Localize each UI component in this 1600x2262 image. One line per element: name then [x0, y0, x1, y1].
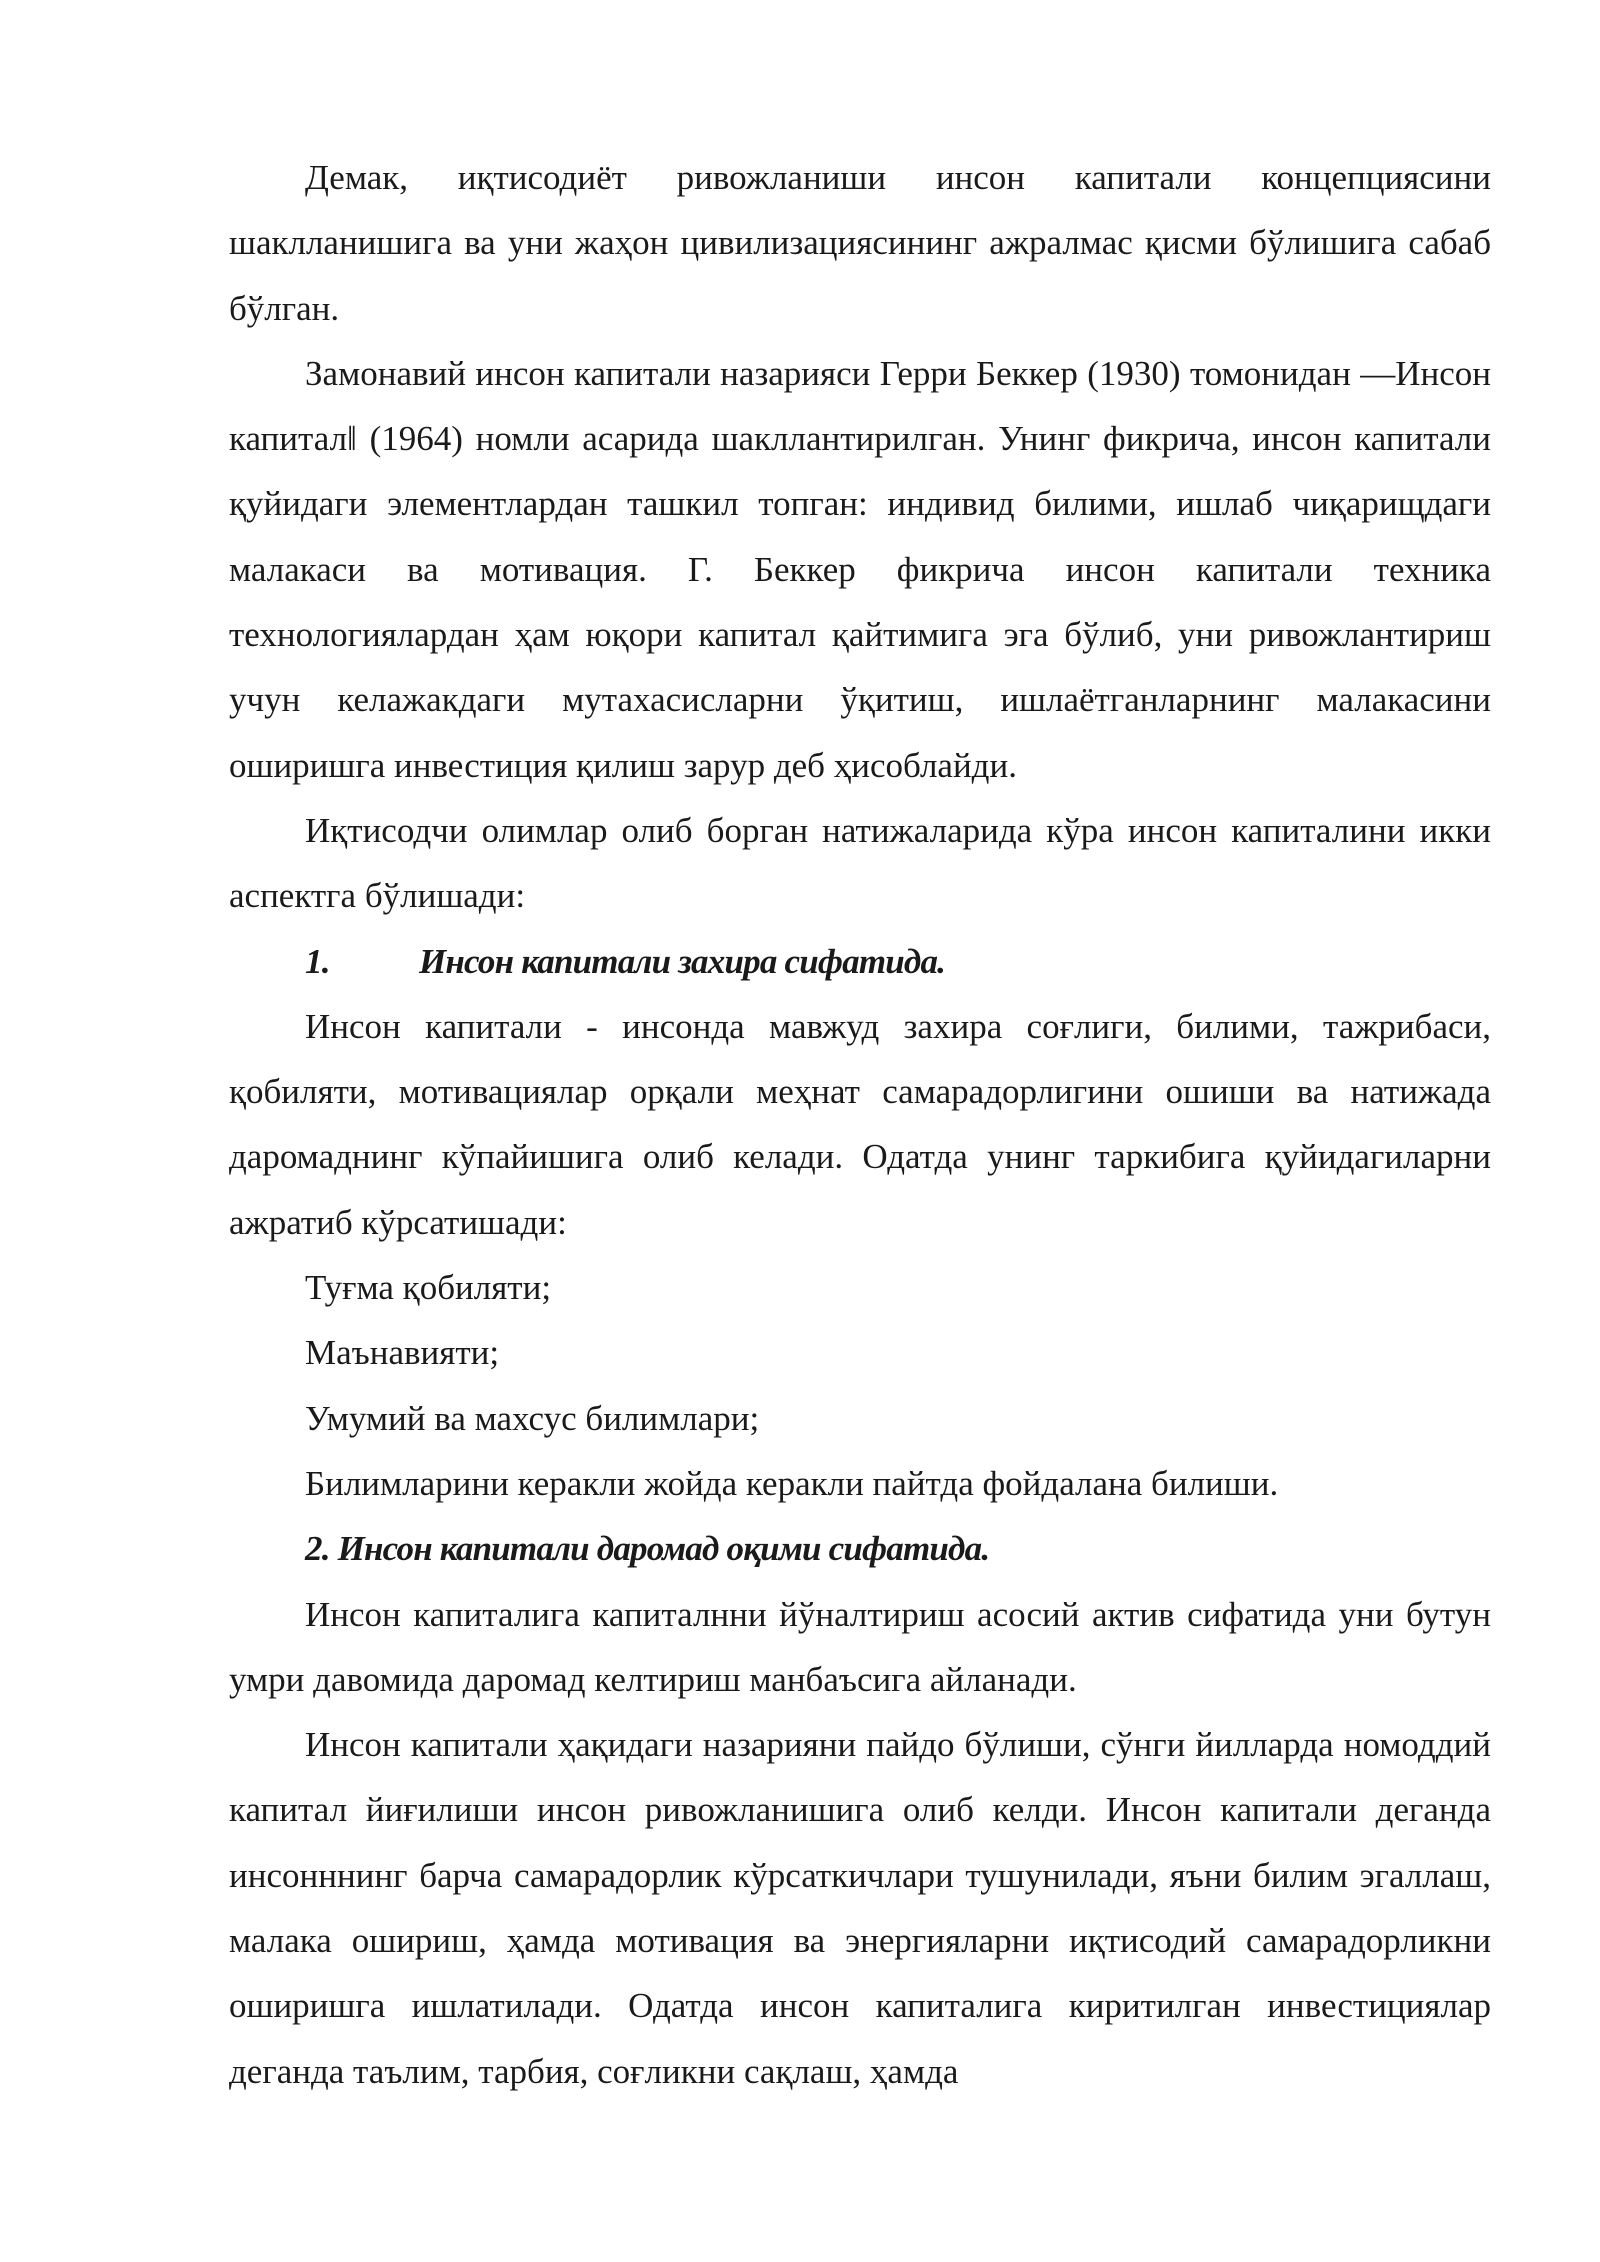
paragraph-1: Демак, иқтисодиёт ривожланиши инсон капитали концепциясини шаклланишига ва уни жаҳон цивилизациясининг ажралмас қисми бўлишига сабаб бўлган.	[229, 158, 1491, 328]
list-item: Билимларини керакли жойда керакли пайтда фойдалана билиши.	[305, 1463, 1279, 1503]
list-item: Маънавияти;	[305, 1333, 500, 1373]
section-heading-1	[229, 929, 1491, 994]
list-item: Умумий ва махсус билимлари;	[305, 1398, 760, 1438]
paragraph-3: Иқтисодчи олимлар олиб борган натижаларида кўра инсон капиталини икки аспектга бўлишади:	[229, 810, 1491, 916]
section-heading-1-text: Инсон капитали захира сифатида.	[419, 941, 946, 981]
document-body	[229, 145, 1491, 2104]
list-item: Туғма қобиляти;	[305, 1268, 552, 1308]
paragraph-4: Инсон капитали - инсонда мавжуд захира соғлиги, билими, тажрибаси, қобиляти, мотивациялар орқали меҳнат самарадорлигини ошиши ва натижада даромаднинг кўпайишига олиб келади. Одатда унинг таркибига қуйидагиларни ажратиб кўрсатишади:	[229, 1006, 1491, 1242]
paragraph-6: Инсон капитали ҳақидаги назарияни пайдо бўлиши, сўнги йилларда номоддий капитал йиғилиши инсон ривожланишига олиб келди. Инсон капитали деганда инсонннинг барча самарадорлик кўрсаткичлари тушунилади, яъни билим эгаллаш, малака ошириш, ҳамда мотивация ва энергияларни иқтисодий самарадорликни оширишга ишлатилади. Одатда инсон капиталига киритилган инвестициялар деганда таълим, тарбия, соғликни сақлаш, ҳамда	[229, 1725, 1491, 2091]
section-heading-1-number: 1.	[305, 941, 330, 981]
paragraph-2: Замонавий инсон капитали назарияси Герри Беккер (1930) томонидан ―Инсон капитал‖ (1964) номли асарида шакллантирилган. Унинг фикрича, инсон капитали қуйидаги элементлардан ташкил топган: индивид билими, ишлаб чиқарищдаги малакаси ва мотивация. Г. Беккер фикрича инсон капитали техника технологиялардан ҳам юқори капитал қайтимига эга бўлиб, уни ривожлантириш учун келажакдаги мутахасисларни ўқитиш, ишлаётганларнинг малакасини оширишга инвестиция қилиш зарур деб ҳисоблайди.	[229, 353, 1491, 785]
section-heading-2: 2. Инсон капитали даромад оқими сифатида.	[305, 1529, 990, 1569]
paragraph-5: Инсон капиталига капиталнни йўналтириш асосий актив сифатида уни бутун умри давомида даромад келтириш манбаъсига айланади.	[229, 1594, 1491, 1699]
